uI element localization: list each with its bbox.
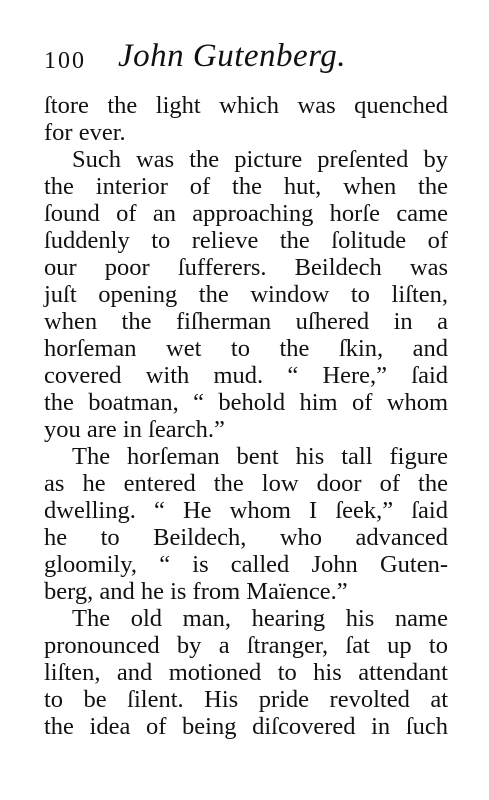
text-line: the boatman, “ behold him of whom: [44, 389, 448, 416]
text-line: gloomily, “ is called John Guten-: [44, 551, 448, 578]
text-line: to be ſilent. His pride revolted at: [44, 686, 448, 713]
page-number: 100: [44, 48, 86, 74]
text-line: juſt opening the window to liſten,: [44, 281, 448, 308]
body-text: [44, 92, 448, 740]
text-line: berg, and he is from Maïence.”: [44, 578, 348, 605]
text-line: our poor ſufferers. Beildech was: [44, 254, 448, 281]
text-line: The old man, hearing his name: [72, 605, 448, 632]
text-line: pronounced by a ſtranger, ſat up to: [44, 632, 448, 659]
text-line: the interior of the hut, when the: [44, 173, 448, 200]
text-line: ſtore the light which was quenched: [44, 92, 448, 119]
text-line: for ever.: [44, 119, 126, 146]
text-line: The horſeman bent his tall figure: [72, 443, 448, 470]
text-line: when the fiſherman uſhered in a: [44, 308, 448, 335]
text-line: Such was the picture preſented by: [72, 146, 448, 173]
text-line: ſuddenly to relieve the ſolitude of: [44, 227, 448, 254]
text-line: horſeman wet to the ſkin, and: [44, 335, 448, 362]
text-line: dwelling. “ He whom I ſeek,” ſaid: [44, 497, 448, 524]
text-line: covered with mud. “ Here,” ſaid: [44, 362, 448, 389]
running-head: [44, 34, 448, 92]
text-line: he to Beildech, who advanced: [44, 524, 448, 551]
text-line: as he entered the low door of the: [44, 470, 448, 497]
text-line: ſound of an approaching horſe came: [44, 200, 448, 227]
text-line: the idea of being diſcovered in ſuch: [44, 713, 448, 740]
running-title: John Gutenberg.: [118, 38, 347, 74]
text-line: liſten, and motioned to his attendant: [44, 659, 448, 686]
book-page: [44, 34, 448, 740]
text-line: you are in ſearch.”: [44, 416, 225, 443]
